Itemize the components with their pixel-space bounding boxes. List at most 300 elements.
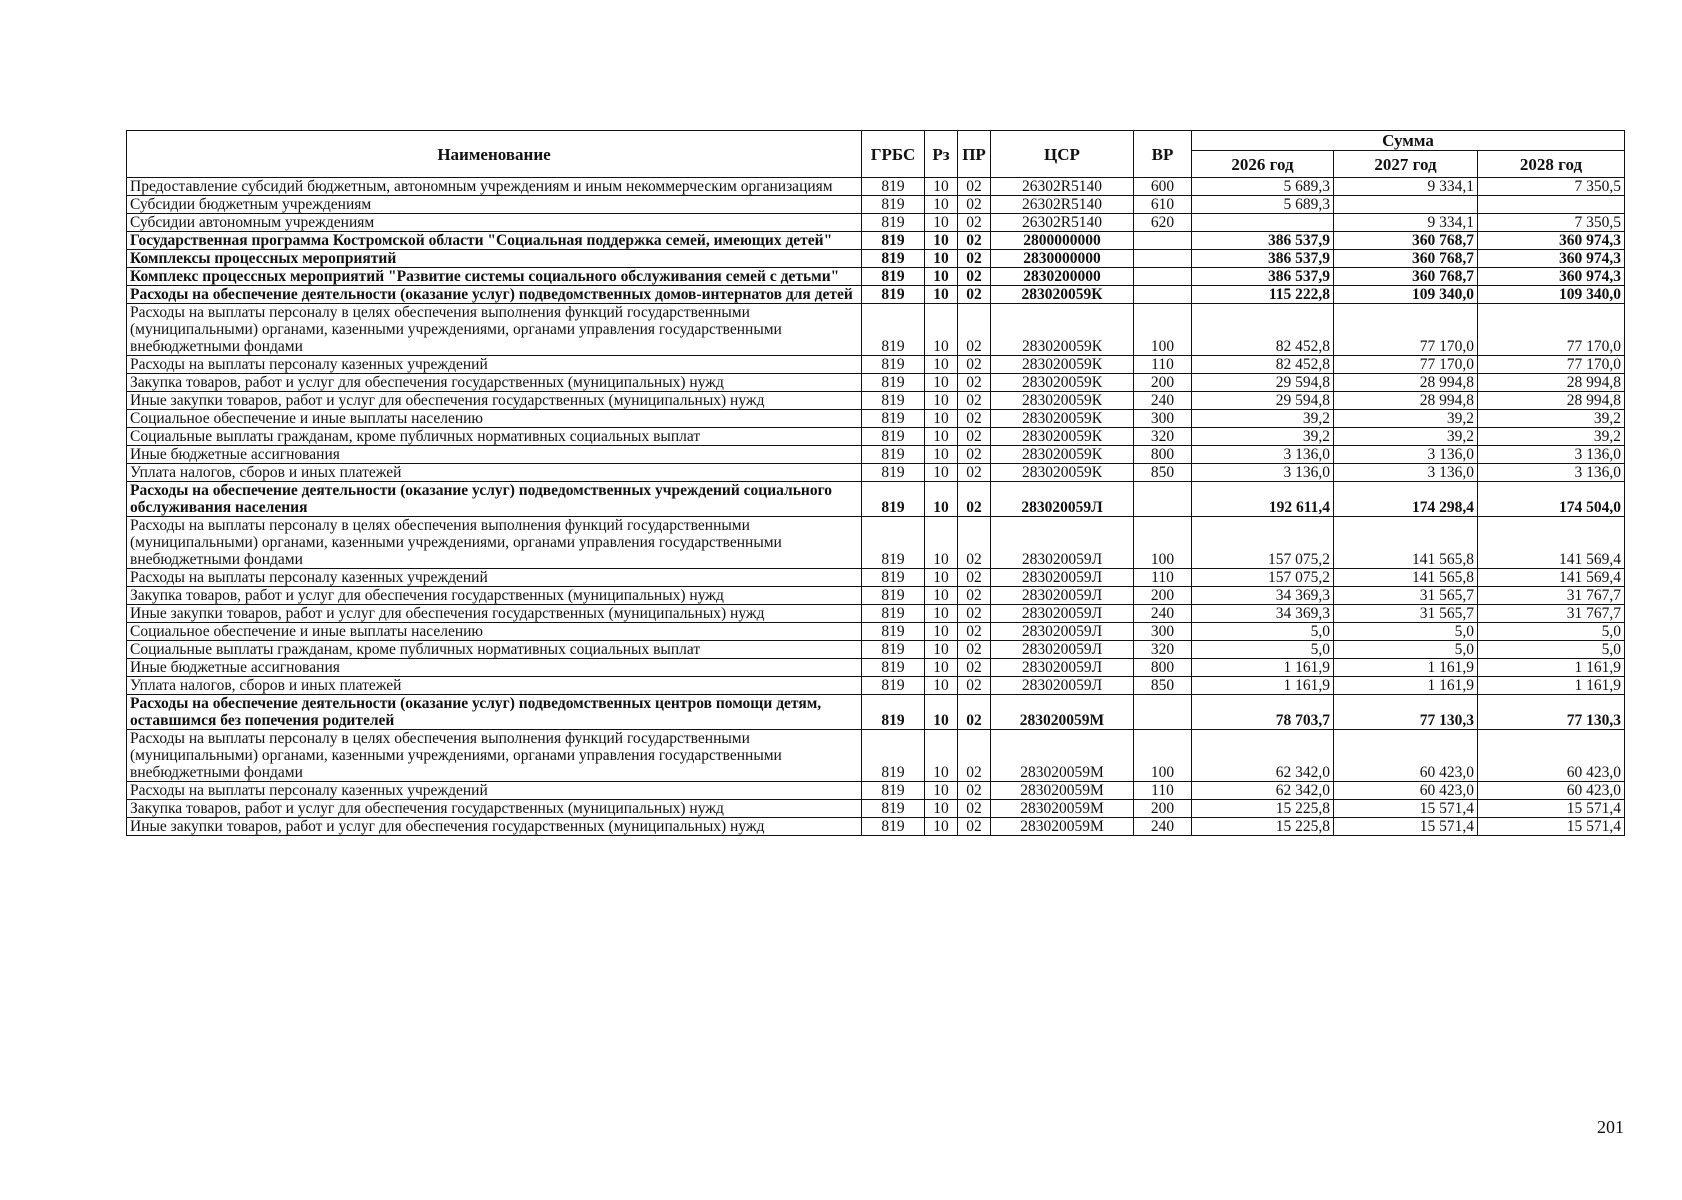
- row-name-cell: Субсидии бюджетным учреждениям: [127, 196, 862, 214]
- row-rz-cell: 10: [925, 464, 958, 482]
- row-grbs-cell: 819: [862, 677, 925, 695]
- row-csr-cell: 283020059Л: [991, 677, 1134, 695]
- row-amount-2027-cell: 77 170,0: [1334, 356, 1478, 374]
- row-vr-cell: 100: [1134, 517, 1192, 569]
- row-grbs-cell: 819: [862, 232, 925, 250]
- row-grbs-cell: 819: [862, 464, 925, 482]
- row-csr-cell: 283020059Л: [991, 623, 1134, 641]
- row-amount-2026-cell: 62 342,0: [1192, 782, 1334, 800]
- row-name-cell: Государственная программа Костромской области "Социальная поддержка семей, имеющих детей": [127, 232, 862, 250]
- row-amount-2028-cell: 15 571,4: [1478, 818, 1625, 836]
- row-name-cell: Закупка товаров, работ и услуг для обеспечения государственных (муниципальных) нужд: [127, 800, 862, 818]
- row-name-cell: Расходы на обеспечение деятельности (оказание услуг) подведомственных учреждений социального обслуживания населения: [127, 482, 862, 517]
- row-rz-cell: 10: [925, 250, 958, 268]
- row-pr-cell: 02: [958, 392, 991, 410]
- row-amount-2028-cell: 141 569,4: [1478, 569, 1625, 587]
- table-row: [127, 695, 1625, 730]
- row-grbs-cell: 819: [862, 482, 925, 517]
- row-rz-cell: 10: [925, 569, 958, 587]
- page-number: 201: [1597, 1117, 1624, 1137]
- table-row: [127, 392, 1625, 410]
- table-row: [127, 410, 1625, 428]
- row-vr-cell: [1134, 250, 1192, 268]
- row-grbs-cell: 819: [862, 374, 925, 392]
- row-grbs-cell: 819: [862, 800, 925, 818]
- row-vr-cell: 320: [1134, 428, 1192, 446]
- row-amount-2028-cell: 174 504,0: [1478, 482, 1625, 517]
- row-rz-cell: 10: [925, 410, 958, 428]
- row-amount-2027-cell: 3 136,0: [1334, 446, 1478, 464]
- header-pr: ПР: [958, 131, 991, 178]
- row-name-cell: Социальное обеспечение и иные выплаты населению: [127, 410, 862, 428]
- row-amount-2028-cell: 7 350,5: [1478, 178, 1625, 196]
- row-grbs-cell: 819: [862, 268, 925, 286]
- row-pr-cell: 02: [958, 800, 991, 818]
- row-amount-2026-cell: 1 161,9: [1192, 677, 1334, 695]
- row-amount-2028-cell: 39,2: [1478, 428, 1625, 446]
- table-row: [127, 286, 1625, 304]
- row-grbs-cell: 819: [862, 178, 925, 196]
- row-grbs-cell: 819: [862, 356, 925, 374]
- table-row: [127, 428, 1625, 446]
- row-vr-cell: 240: [1134, 605, 1192, 623]
- row-csr-cell: 283020059К: [991, 428, 1134, 446]
- row-amount-2026-cell: 39,2: [1192, 410, 1334, 428]
- row-pr-cell: 02: [958, 250, 991, 268]
- row-pr-cell: 02: [958, 464, 991, 482]
- row-grbs-cell: 819: [862, 695, 925, 730]
- row-pr-cell: 02: [958, 695, 991, 730]
- row-amount-2026-cell: 29 594,8: [1192, 392, 1334, 410]
- row-grbs-cell: 819: [862, 410, 925, 428]
- row-amount-2027-cell: 77 130,3: [1334, 695, 1478, 730]
- row-amount-2026-cell: [1192, 214, 1334, 232]
- row-csr-cell: 283020059Л: [991, 587, 1134, 605]
- table-row: [127, 782, 1625, 800]
- row-pr-cell: 02: [958, 569, 991, 587]
- row-amount-2027-cell: 9 334,1: [1334, 214, 1478, 232]
- row-amount-2026-cell: 157 075,2: [1192, 517, 1334, 569]
- row-amount-2028-cell: 31 767,7: [1478, 587, 1625, 605]
- row-amount-2026-cell: 15 225,8: [1192, 800, 1334, 818]
- row-amount-2027-cell: 28 994,8: [1334, 392, 1478, 410]
- row-grbs-cell: 819: [862, 569, 925, 587]
- row-amount-2028-cell: 141 569,4: [1478, 517, 1625, 569]
- row-pr-cell: 02: [958, 677, 991, 695]
- row-rz-cell: 10: [925, 232, 958, 250]
- header-year-2027: 2027 год: [1334, 151, 1478, 178]
- row-amount-2026-cell: 1 161,9: [1192, 659, 1334, 677]
- row-rz-cell: 10: [925, 659, 958, 677]
- row-vr-cell: 300: [1134, 410, 1192, 428]
- row-csr-cell: 283020059К: [991, 446, 1134, 464]
- row-csr-cell: 283020059К: [991, 286, 1134, 304]
- row-vr-cell: 850: [1134, 464, 1192, 482]
- row-amount-2027-cell: 141 565,8: [1334, 569, 1478, 587]
- row-pr-cell: 02: [958, 730, 991, 782]
- row-rz-cell: 10: [925, 374, 958, 392]
- row-rz-cell: 10: [925, 446, 958, 464]
- row-amount-2027-cell: 77 170,0: [1334, 304, 1478, 356]
- row-name-cell: Иные закупки товаров, работ и услуг для обеспечения государственных (муниципальных) нужд: [127, 818, 862, 836]
- row-pr-cell: 02: [958, 356, 991, 374]
- table-row: [127, 250, 1625, 268]
- row-amount-2028-cell: 360 974,3: [1478, 250, 1625, 268]
- row-pr-cell: 02: [958, 268, 991, 286]
- row-grbs-cell: 819: [862, 304, 925, 356]
- row-amount-2028-cell: 28 994,8: [1478, 392, 1625, 410]
- row-amount-2028-cell: [1478, 196, 1625, 214]
- row-csr-cell: 283020059М: [991, 800, 1134, 818]
- row-pr-cell: 02: [958, 214, 991, 232]
- row-amount-2028-cell: 31 767,7: [1478, 605, 1625, 623]
- row-name-cell: Предоставление субсидий бюджетным, автономным учреждениям и иным некоммерческим организациям: [127, 178, 862, 196]
- row-amount-2028-cell: 5,0: [1478, 623, 1625, 641]
- row-grbs-cell: 819: [862, 605, 925, 623]
- row-name-cell: Расходы на выплаты персоналу в целях обеспечения выполнения функций государственными (муниципальными) органами, казенными учреждениями, органами управления государственными внебюджетными фондами: [127, 730, 862, 782]
- row-vr-cell: 800: [1134, 659, 1192, 677]
- row-amount-2027-cell: 31 565,7: [1334, 587, 1478, 605]
- header-vr: ВР: [1134, 131, 1192, 178]
- row-amount-2026-cell: 15 225,8: [1192, 818, 1334, 836]
- row-name-cell: Иные бюджетные ассигнования: [127, 659, 862, 677]
- row-pr-cell: 02: [958, 482, 991, 517]
- row-csr-cell: 26302R5140: [991, 196, 1134, 214]
- budget-table: [126, 130, 1625, 836]
- row-vr-cell: 610: [1134, 196, 1192, 214]
- header-name: Наименование: [127, 131, 862, 178]
- row-amount-2028-cell: 60 423,0: [1478, 730, 1625, 782]
- row-name-cell: Расходы на выплаты персоналу казенных учреждений: [127, 356, 862, 374]
- row-name-cell: Расходы на выплаты персоналу в целях обеспечения выполнения функций государственными (муниципальными) органами, казенными учреждениями, органами управления государственными внебюджетными фондами: [127, 517, 862, 569]
- row-vr-cell: 240: [1134, 392, 1192, 410]
- row-rz-cell: 10: [925, 392, 958, 410]
- table-row: [127, 482, 1625, 517]
- row-csr-cell: 283020059К: [991, 392, 1134, 410]
- row-amount-2028-cell: 60 423,0: [1478, 782, 1625, 800]
- row-vr-cell: [1134, 268, 1192, 286]
- row-amount-2028-cell: 77 130,3: [1478, 695, 1625, 730]
- row-vr-cell: 600: [1134, 178, 1192, 196]
- row-csr-cell: 283020059М: [991, 695, 1134, 730]
- table-row: [127, 196, 1625, 214]
- row-amount-2026-cell: 386 537,9: [1192, 232, 1334, 250]
- row-rz-cell: 10: [925, 695, 958, 730]
- row-vr-cell: 240: [1134, 818, 1192, 836]
- row-pr-cell: 02: [958, 286, 991, 304]
- row-name-cell: Иные закупки товаров, работ и услуг для обеспечения государственных (муниципальных) нужд: [127, 392, 862, 410]
- row-csr-cell: 283020059М: [991, 730, 1134, 782]
- row-amount-2028-cell: 3 136,0: [1478, 464, 1625, 482]
- row-csr-cell: 26302R5140: [991, 214, 1134, 232]
- header-grbs: ГРБС: [862, 131, 925, 178]
- table-row: [127, 356, 1625, 374]
- row-amount-2026-cell: 29 594,8: [1192, 374, 1334, 392]
- table-row: [127, 641, 1625, 659]
- row-vr-cell: [1134, 286, 1192, 304]
- row-amount-2026-cell: 5,0: [1192, 641, 1334, 659]
- row-csr-cell: 283020059Л: [991, 569, 1134, 587]
- row-rz-cell: 10: [925, 517, 958, 569]
- row-pr-cell: 02: [958, 232, 991, 250]
- row-amount-2028-cell: 360 974,3: [1478, 232, 1625, 250]
- row-name-cell: Иные бюджетные ассигнования: [127, 446, 862, 464]
- row-vr-cell: [1134, 695, 1192, 730]
- row-amount-2027-cell: 5,0: [1334, 623, 1478, 641]
- row-pr-cell: 02: [958, 659, 991, 677]
- table-row: [127, 446, 1625, 464]
- row-amount-2027-cell: 3 136,0: [1334, 464, 1478, 482]
- row-name-cell: Социальные выплаты гражданам, кроме публичных нормативных социальных выплат: [127, 641, 862, 659]
- row-rz-cell: 10: [925, 178, 958, 196]
- row-csr-cell: 283020059Л: [991, 605, 1134, 623]
- row-amount-2027-cell: 174 298,4: [1334, 482, 1478, 517]
- row-vr-cell: 200: [1134, 374, 1192, 392]
- row-amount-2026-cell: 82 452,8: [1192, 356, 1334, 374]
- row-grbs-cell: 819: [862, 587, 925, 605]
- row-amount-2027-cell: 360 768,7: [1334, 268, 1478, 286]
- row-vr-cell: 100: [1134, 304, 1192, 356]
- row-name-cell: Закупка товаров, работ и услуг для обеспечения государственных (муниципальных) нужд: [127, 587, 862, 605]
- row-amount-2028-cell: 77 170,0: [1478, 356, 1625, 374]
- row-name-cell: Расходы на обеспечение деятельности (оказание услуг) подведомственных домов-интернатов для детей: [127, 286, 862, 304]
- budget-table-sheet: [126, 130, 1624, 836]
- row-amount-2026-cell: 5 689,3: [1192, 196, 1334, 214]
- table-row: [127, 587, 1625, 605]
- row-amount-2028-cell: 1 161,9: [1478, 677, 1625, 695]
- row-grbs-cell: 819: [862, 818, 925, 836]
- row-amount-2028-cell: 360 974,3: [1478, 268, 1625, 286]
- row-amount-2027-cell: 15 571,4: [1334, 818, 1478, 836]
- table-row: [127, 623, 1625, 641]
- table-row: [127, 464, 1625, 482]
- row-pr-cell: 02: [958, 818, 991, 836]
- row-csr-cell: 283020059Л: [991, 517, 1134, 569]
- row-csr-cell: 283020059К: [991, 464, 1134, 482]
- row-amount-2026-cell: 78 703,7: [1192, 695, 1334, 730]
- row-grbs-cell: 819: [862, 446, 925, 464]
- row-pr-cell: 02: [958, 446, 991, 464]
- row-grbs-cell: 819: [862, 782, 925, 800]
- row-amount-2027-cell: 141 565,8: [1334, 517, 1478, 569]
- row-grbs-cell: 819: [862, 214, 925, 232]
- row-amount-2027-cell: 60 423,0: [1334, 782, 1478, 800]
- row-pr-cell: 02: [958, 605, 991, 623]
- row-rz-cell: 10: [925, 800, 958, 818]
- row-amount-2026-cell: 34 369,3: [1192, 605, 1334, 623]
- row-amount-2028-cell: 1 161,9: [1478, 659, 1625, 677]
- row-amount-2026-cell: 3 136,0: [1192, 464, 1334, 482]
- table-row: [127, 178, 1625, 196]
- row-pr-cell: 02: [958, 304, 991, 356]
- row-csr-cell: 283020059К: [991, 304, 1134, 356]
- row-rz-cell: 10: [925, 286, 958, 304]
- row-name-cell: Закупка товаров, работ и услуг для обеспечения государственных (муниципальных) нужд: [127, 374, 862, 392]
- table-row: [127, 818, 1625, 836]
- row-pr-cell: 02: [958, 178, 991, 196]
- row-amount-2026-cell: 34 369,3: [1192, 587, 1334, 605]
- row-amount-2028-cell: 7 350,5: [1478, 214, 1625, 232]
- row-grbs-cell: 819: [862, 392, 925, 410]
- row-vr-cell: 200: [1134, 587, 1192, 605]
- row-amount-2027-cell: [1334, 196, 1478, 214]
- row-name-cell: Расходы на выплаты персоналу в целях обеспечения выполнения функций государственными (муниципальными) органами, казенными учреждениями, органами управления государственными внебюджетными фондами: [127, 304, 862, 356]
- table-row: [127, 659, 1625, 677]
- table-row: [127, 605, 1625, 623]
- row-amount-2026-cell: 62 342,0: [1192, 730, 1334, 782]
- header-year-2028: 2028 год: [1478, 151, 1625, 178]
- row-pr-cell: 02: [958, 517, 991, 569]
- table-row: [127, 232, 1625, 250]
- row-amount-2027-cell: 28 994,8: [1334, 374, 1478, 392]
- row-amount-2027-cell: 360 768,7: [1334, 232, 1478, 250]
- table-row: [127, 517, 1625, 569]
- row-rz-cell: 10: [925, 268, 958, 286]
- row-amount-2028-cell: 15 571,4: [1478, 800, 1625, 818]
- row-pr-cell: 02: [958, 374, 991, 392]
- row-vr-cell: [1134, 232, 1192, 250]
- header-sum: Сумма: [1192, 131, 1625, 151]
- row-name-cell: Расходы на выплаты персоналу казенных учреждений: [127, 782, 862, 800]
- row-pr-cell: 02: [958, 428, 991, 446]
- row-name-cell: Социальное обеспечение и иные выплаты населению: [127, 623, 862, 641]
- row-amount-2026-cell: 82 452,8: [1192, 304, 1334, 356]
- row-amount-2026-cell: 115 222,8: [1192, 286, 1334, 304]
- row-grbs-cell: 819: [862, 286, 925, 304]
- row-amount-2027-cell: 60 423,0: [1334, 730, 1478, 782]
- row-grbs-cell: 819: [862, 196, 925, 214]
- table-row: [127, 677, 1625, 695]
- row-vr-cell: [1134, 482, 1192, 517]
- row-amount-2026-cell: 386 537,9: [1192, 250, 1334, 268]
- row-pr-cell: 02: [958, 641, 991, 659]
- row-rz-cell: 10: [925, 356, 958, 374]
- header-rz: Рз: [925, 131, 958, 178]
- row-amount-2026-cell: 5 689,3: [1192, 178, 1334, 196]
- row-amount-2026-cell: 5,0: [1192, 623, 1334, 641]
- row-vr-cell: 200: [1134, 800, 1192, 818]
- row-amount-2028-cell: 39,2: [1478, 410, 1625, 428]
- table-header: [127, 131, 1625, 178]
- row-csr-cell: 283020059К: [991, 410, 1134, 428]
- row-pr-cell: 02: [958, 410, 991, 428]
- row-amount-2026-cell: 157 075,2: [1192, 569, 1334, 587]
- row-amount-2027-cell: 1 161,9: [1334, 659, 1478, 677]
- row-pr-cell: 02: [958, 782, 991, 800]
- row-amount-2027-cell: 9 334,1: [1334, 178, 1478, 196]
- row-name-cell: Уплата налогов, сборов и иных платежей: [127, 677, 862, 695]
- row-csr-cell: 283020059Л: [991, 482, 1134, 517]
- row-amount-2028-cell: 77 170,0: [1478, 304, 1625, 356]
- row-csr-cell: 283020059К: [991, 374, 1134, 392]
- row-csr-cell: 2830200000: [991, 268, 1134, 286]
- row-rz-cell: 10: [925, 304, 958, 356]
- row-name-cell: Социальные выплаты гражданам, кроме публичных нормативных социальных выплат: [127, 428, 862, 446]
- row-name-cell: Комплекс процессных мероприятий "Развитие системы социального обслуживания семей с детьми": [127, 268, 862, 286]
- row-rz-cell: 10: [925, 623, 958, 641]
- row-amount-2027-cell: 1 161,9: [1334, 677, 1478, 695]
- row-pr-cell: 02: [958, 196, 991, 214]
- row-grbs-cell: 819: [862, 641, 925, 659]
- row-csr-cell: 283020059М: [991, 818, 1134, 836]
- row-vr-cell: 620: [1134, 214, 1192, 232]
- row-name-cell: Субсидии автономным учреждениям: [127, 214, 862, 232]
- row-rz-cell: 10: [925, 782, 958, 800]
- row-amount-2027-cell: 31 565,7: [1334, 605, 1478, 623]
- row-vr-cell: 850: [1134, 677, 1192, 695]
- table-row: [127, 730, 1625, 782]
- row-rz-cell: 10: [925, 641, 958, 659]
- row-grbs-cell: 819: [862, 659, 925, 677]
- row-grbs-cell: 819: [862, 428, 925, 446]
- row-vr-cell: 320: [1134, 641, 1192, 659]
- row-vr-cell: 110: [1134, 569, 1192, 587]
- table-row: [127, 214, 1625, 232]
- row-grbs-cell: 819: [862, 623, 925, 641]
- row-name-cell: Расходы на выплаты персоналу казенных учреждений: [127, 569, 862, 587]
- table-row: [127, 569, 1625, 587]
- row-name-cell: Иные закупки товаров, работ и услуг для обеспечения государственных (муниципальных) нужд: [127, 605, 862, 623]
- row-pr-cell: 02: [958, 623, 991, 641]
- row-rz-cell: 10: [925, 587, 958, 605]
- header-year-2026: 2026 год: [1192, 151, 1334, 178]
- row-csr-cell: 283020059Л: [991, 641, 1134, 659]
- header-csr: ЦСР: [991, 131, 1134, 178]
- row-csr-cell: 2830000000: [991, 250, 1134, 268]
- table-row: [127, 268, 1625, 286]
- row-amount-2028-cell: 3 136,0: [1478, 446, 1625, 464]
- row-name-cell: Комплексы процессных мероприятий: [127, 250, 862, 268]
- table-row: [127, 304, 1625, 356]
- row-rz-cell: 10: [925, 605, 958, 623]
- row-rz-cell: 10: [925, 428, 958, 446]
- row-vr-cell: 110: [1134, 356, 1192, 374]
- row-csr-cell: 2800000000: [991, 232, 1134, 250]
- row-csr-cell: 283020059К: [991, 356, 1134, 374]
- row-pr-cell: 02: [958, 587, 991, 605]
- row-name-cell: Расходы на обеспечение деятельности (оказание услуг) подведомственных центров помощи детям, оставшимся без попечения родителей: [127, 695, 862, 730]
- table-body: [127, 178, 1625, 836]
- row-amount-2027-cell: 39,2: [1334, 428, 1478, 446]
- row-amount-2026-cell: 386 537,9: [1192, 268, 1334, 286]
- row-amount-2027-cell: 5,0: [1334, 641, 1478, 659]
- row-amount-2027-cell: 39,2: [1334, 410, 1478, 428]
- row-amount-2026-cell: 3 136,0: [1192, 446, 1334, 464]
- row-amount-2028-cell: 28 994,8: [1478, 374, 1625, 392]
- row-grbs-cell: 819: [862, 517, 925, 569]
- row-vr-cell: 300: [1134, 623, 1192, 641]
- table-row: [127, 374, 1625, 392]
- row-amount-2028-cell: 109 340,0: [1478, 286, 1625, 304]
- table-row: [127, 800, 1625, 818]
- row-rz-cell: 10: [925, 730, 958, 782]
- row-amount-2027-cell: 109 340,0: [1334, 286, 1478, 304]
- row-csr-cell: 26302R5140: [991, 178, 1134, 196]
- row-csr-cell: 283020059М: [991, 782, 1134, 800]
- row-rz-cell: 10: [925, 214, 958, 232]
- row-rz-cell: 10: [925, 818, 958, 836]
- row-amount-2026-cell: 39,2: [1192, 428, 1334, 446]
- row-rz-cell: 10: [925, 196, 958, 214]
- row-amount-2027-cell: 360 768,7: [1334, 250, 1478, 268]
- row-grbs-cell: 819: [862, 730, 925, 782]
- row-amount-2028-cell: 5,0: [1478, 641, 1625, 659]
- row-vr-cell: 800: [1134, 446, 1192, 464]
- row-rz-cell: 10: [925, 482, 958, 517]
- row-csr-cell: 283020059Л: [991, 659, 1134, 677]
- row-grbs-cell: 819: [862, 250, 925, 268]
- row-rz-cell: 10: [925, 677, 958, 695]
